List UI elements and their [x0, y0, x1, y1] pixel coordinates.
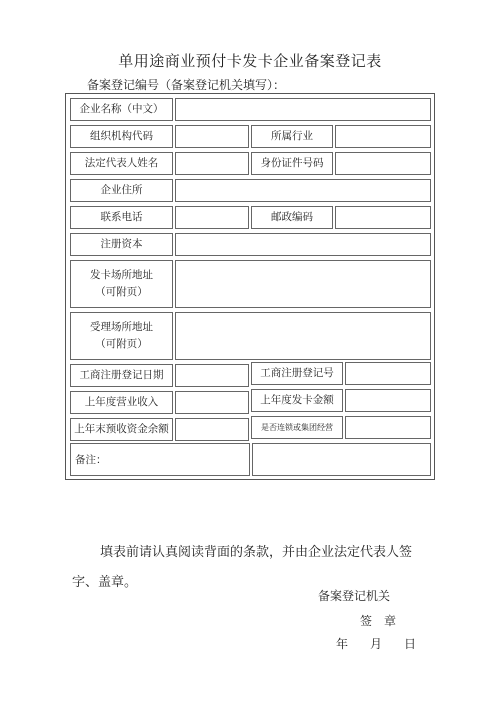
postcode-label: 邮政编码	[251, 206, 333, 229]
reg-date-field[interactable]	[175, 364, 249, 387]
accept-site-field[interactable]	[175, 312, 431, 360]
reg-date-label: 工商注册登记日期	[70, 364, 173, 387]
reg-number-label: 工商注册登记号	[251, 362, 343, 385]
registration-number-label: 备案登记编号（备案登记机关填写）：	[87, 78, 286, 92]
form-title: 单用途商业预付卡发卡企业备案登记表	[118, 52, 382, 70]
remark-label: 备注：	[75, 454, 107, 466]
day-label: 日	[403, 637, 416, 651]
accept-site-label: 受理场所地址	[90, 321, 153, 334]
issue-site-label-cell	[70, 260, 173, 308]
capital-label: 注册资本	[70, 233, 173, 256]
remark-field[interactable]	[70, 443, 250, 476]
address-label: 企业住所	[70, 179, 173, 202]
registration-form	[65, 93, 435, 480]
industry-field[interactable]	[335, 125, 431, 148]
org-code-field[interactable]	[175, 125, 249, 148]
chain-operation-field[interactable]	[345, 416, 431, 439]
card-amount-label: 上年度发卡金额	[251, 389, 343, 412]
prepaid-balance-field[interactable]	[175, 418, 249, 441]
industry-label: 所属行业	[251, 125, 333, 148]
chain-operation-label: 是否连锁或集团经营	[251, 416, 343, 439]
company-name-field[interactable]	[175, 98, 431, 121]
revenue-field[interactable]	[175, 391, 249, 414]
id-number-field[interactable]	[335, 152, 431, 175]
capital-field[interactable]	[175, 233, 431, 256]
seal-label: 签 章	[360, 614, 397, 628]
phone-field[interactable]	[175, 206, 249, 229]
year-label: 年	[336, 637, 349, 651]
card-amount-field[interactable]	[345, 389, 431, 412]
notice-text: 填表前请认真阅读背面的条款，并由企业法定代表人签字、盖章。	[72, 545, 413, 590]
reg-number-field[interactable]	[345, 362, 431, 385]
date-line	[336, 635, 416, 652]
address-field[interactable]	[175, 179, 431, 202]
prepaid-balance-label: 上年末预收资金余额	[70, 418, 173, 441]
month-label: 月	[369, 637, 382, 651]
issue-site-note: （可附页）	[95, 286, 148, 299]
remark-extra-field[interactable]	[252, 443, 431, 476]
revenue-label: 上年度营业收入	[70, 391, 173, 414]
org-code-label: 组织机构代码	[70, 125, 173, 148]
issue-site-field[interactable]	[175, 260, 431, 308]
phone-label: 联系电话	[70, 206, 173, 229]
id-number-label: 身份证件号码	[251, 152, 333, 175]
accept-site-label-cell	[70, 312, 173, 360]
accept-site-note: （可附页）	[95, 338, 148, 351]
authority-label: 备案登记机关	[318, 589, 391, 603]
postcode-field[interactable]	[335, 206, 431, 229]
legal-rep-label: 法定代表人姓名	[70, 152, 173, 175]
company-name-label: 企业名称（中文）	[70, 98, 173, 121]
legal-rep-field[interactable]	[175, 152, 249, 175]
issue-site-label: 发卡场所地址	[90, 269, 153, 282]
